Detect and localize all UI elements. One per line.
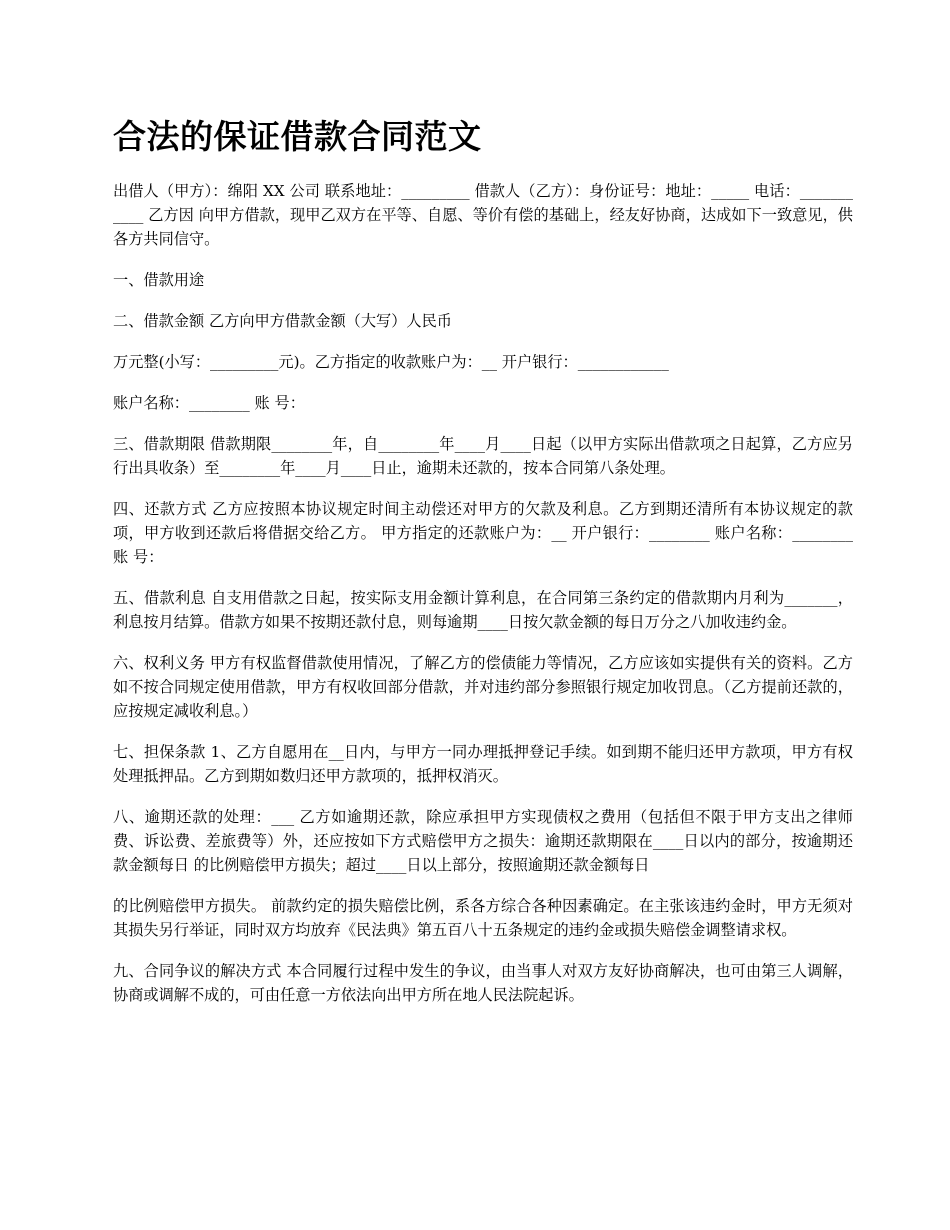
paragraph-loan-interest: 五、借款利息 自支用借款之日起，按实际支用金额计算利息，在合同第三条约定的借款期内月利为_______，利息按月结算。借款方如果不按期还款付息，则每逾期____日按欠款金额的每日万分之八加收违约金。 [113, 589, 853, 631]
document-page [113, 108, 853, 1024]
paragraph-loan-term: 三、借款期限 借款期限________年，自________年____月____日起（以甲方实际出借款项之日起算，乙方应另行出具收条）至________年____月____日止，逾期未还款的，按本合同第八条处理。 [113, 435, 853, 477]
paragraph-parties: 出借人（甲方）：绵阳 XX 公司 联系地址：_________ 借款人（乙方）：身份证号：地址：_____ 电话：___________ 乙方因 向甲方借款，现甲乙双方在平等、自愿、等价有偿的基础上，经友好协商，达成如下一致意见，供各方共同信守。 [113, 182, 853, 248]
paragraph-repayment-method: 四、还款方式 乙方应按照本协议规定时间主动偿还对甲方的欠款及利息。乙方到期还清所有本协议规定的款项，甲方收到还款后将借据交给乙方。 甲方指定的还款账户为：__ 开户银行：________ 账户名称：________ 账 号： [113, 500, 853, 566]
paragraph-overdue-handling: 八、逾期还款的处理：___ 乙方如逾期还款，除应承担甲方实现债权之费用（包括但不限于甲方支出之律师费、诉讼费、差旅费等）外，还应按如下方式赔偿甲方之损失：逾期还款期限在____日以内的部分，按逾期还款金额每日 的比例赔偿甲方损失；超过____日以上部分，按照逾期还款金额每日 [113, 808, 853, 874]
paragraph-rights-obligations: 六、权利义务 甲方有权监督借款使用情况，了解乙方的偿债能力等情况，乙方应该如实提供有关的资料。乙方如不按合同规定使用借款，甲方有权收回部分借款，并对违约部分参照银行规定加收罚息。（乙方提前还款的，应按规定减收利息。） [113, 654, 853, 720]
paragraph-loan-amount: 二、借款金额 乙方向甲方借款金额（大写）人民币 [113, 312, 452, 330]
paragraph-guarantee-clause: 七、担保条款 1、乙方自愿用在__日内，与甲方一同办理抵押登记手续。如到期不能归还甲方款项，甲方有权处理抵押品。乙方到期如数归还甲方款项的，抵押权消灭。 [113, 743, 853, 785]
paragraph-account-name: 账户名称：________ 账 号： [113, 394, 305, 412]
paragraph-loan-purpose: 一、借款用途 [113, 271, 205, 289]
paragraph-receiving-account: 万元整(小写：_________元)。乙方指定的收款账户为：__ 开户银行：____________ [113, 353, 669, 371]
document-title: 合法的保证借款合同范文 [113, 117, 482, 156]
paragraph-damages-ratio: 的比例赔偿甲方损失。 前款约定的损失赔偿比例，系各方综合各种因素确定。在主张该违约金时，甲方无须对其损失另行举证，同时双方均放弃《民法典》第五百八十五条规定的违约金或损失赔偿金调整请求权。 [113, 897, 853, 939]
paragraph-dispute-resolution: 九、合同争议的解决方式 本合同履行过程中发生的争议，由当事人对双方友好协商解决，也可由第三人调解，协商或调解不成的，可由任意一方依法向出甲方所在地人民法院起诉。 [113, 962, 853, 1004]
